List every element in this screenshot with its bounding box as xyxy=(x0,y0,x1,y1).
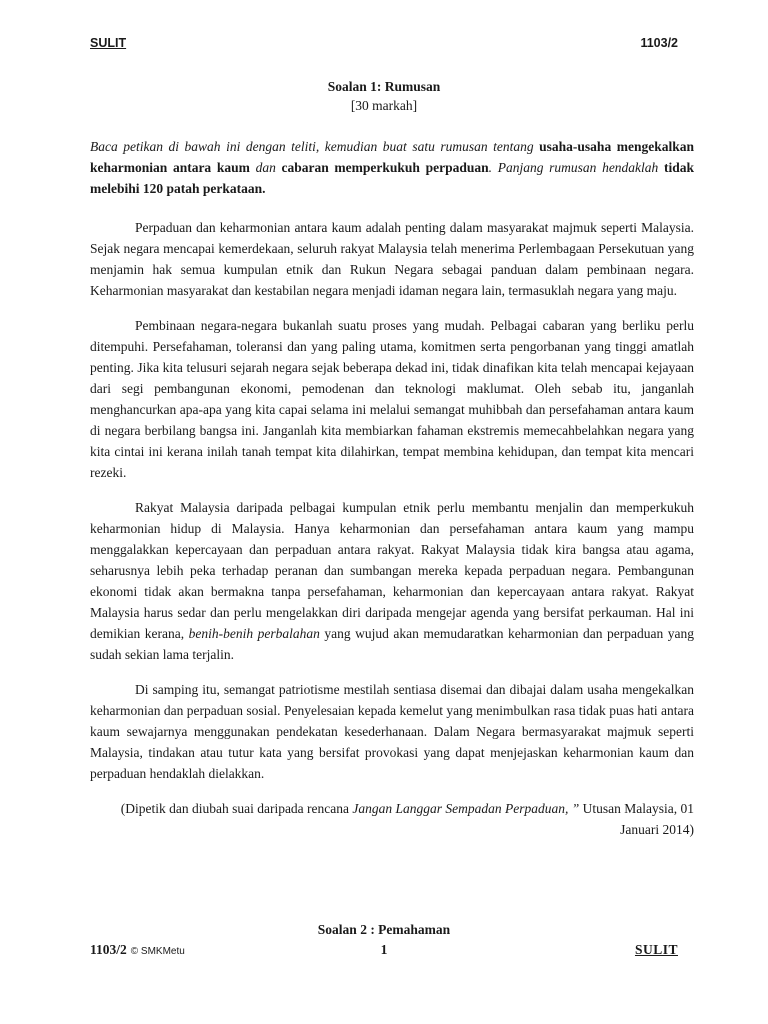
paragraph-3-end: yang wujud akan memudaratkan keharmonian dan perpaduan yang sudah sekian lama terjalin. xyxy=(90,626,694,662)
instructions xyxy=(90,136,694,199)
source-citation xyxy=(90,798,694,840)
paragraph-2: Pembinaan negara-negara bukanlah suatu proses yang mudah. Pelbagai cabaran yang berliku perlu ditempuhi. Persefahaman, toleransi dan yang paling utama, komitmen serta pengorbanan yang tinggi amatlah penting. Jika kita telusuri sejarah negara sejak beberapa dekad ini, tidak dinafikan kita telah mencapai kejayaan dari segi pembangunan ekonomi, pemodenan dan teknologi maklumat. Oleh sebab itu, janganlah menghancurkan apa-apa yang kita capai selama ini melalui semangat muhibbah dan persefahaman antara kaum di negara berbilang bangsa ini. Janganlah kita membiarkan fahaman ekstremis memecahbelahkan negara yang kita cintai ini kerana inilah tanah tempat kita dilahirkan, tempat membina kehidupan, dan tempat kita mencari rezeki. xyxy=(90,318,694,480)
paragraph-4: Di samping itu, semangat patriotisme mestilah sentiasa disemai dan dibajai dalam usaha mengekalkan keharmonian dan perpaduan sosial. Penyelesaian kepada kemelut yang menimbulkan rasa tidak puas hati antara kaum sewajarnya menggunakan pendekatan kesederhanaan. Dalam Negara bermasyarakat majmuk seperti Malaysia, tindakan atau tutur kata yang bersifat provokasi yang dapat menjejaskan keharmonian kaum dan perpaduan hendaklah dielakkan. xyxy=(90,682,694,781)
footer-classification: SULIT xyxy=(634,942,678,957)
instr-text-1: Baca petikan di bawah ini dengan teliti, kemudian buat satu rumusan tentang xyxy=(90,139,540,154)
header-paper-code: 1103/2 xyxy=(640,36,678,50)
document-body xyxy=(90,136,694,854)
header-classification: SULIT xyxy=(90,36,127,50)
paragraph-3-italic: benih-benih perbalahan xyxy=(188,626,320,641)
instr-text-3: . Panjang rumusan hendaklah xyxy=(488,160,664,175)
paragraph-3-text: Rakyat Malaysia daripada pelbagai kumpulan etnik perlu membantu menjalin dan memperkukuh keharmonian hidup di Malaysia. Hanya keharmonian dan persefahaman antara kaum yang mampu menggalakkan kepercayaan dan perpaduan antara rakyat. Rakyat Malaysia tidak kira bangsa atau agama, seharusnya lebih peka terhadap peranan dan sumbangan mereka kepada perpaduan negara. Pembangunan ekonomi tidak akan bermakna tanpa persefahaman, keharmonian dan kepercayaan antara rakyat. Rakyat Malaysia harus sedar dan perlu mengelakkan diri daripada mengejar agenda yang bersifat perkauman. Hal ini demikian kerana, xyxy=(90,500,694,641)
instr-bold-1: usaha-usaha mengekalkan keharmonian antara kaum xyxy=(90,139,694,175)
instr-bold-2: cabaran memperkukuh perpaduan xyxy=(281,160,489,175)
footer-copyright: © SMKMetu xyxy=(130,946,185,957)
instr-text-2: dan xyxy=(249,160,282,175)
next-question-title: Soalan 2 : Pemahaman xyxy=(317,922,451,937)
footer-page-number: 1 xyxy=(380,942,388,957)
paragraph-1: Perpaduan dan keharmonian antara kaum adalah penting dalam masyarakat majmuk seperti Malaysia. Sejak negara mencapai kemerdekaan, seluruh rakyat Malaysia telah menerima Perlembagaan Persekutuan yang menjamin hak semua kumpulan etnik dan Rukun Negara sebagai panduan dalam pembinaan negara. Keharmonian masyarakat dan kestabilan negara menjadi idaman negara lain, termasuklah negara yang maju. xyxy=(90,220,694,298)
source-publication: Utusan Malaysia, 01 Januari 2014) xyxy=(579,801,694,837)
question-marks: [30 markah] xyxy=(350,98,418,113)
source-text: (Dipetik dan diubah suai daripada rencana xyxy=(120,801,353,816)
paragraph-3 xyxy=(90,497,694,665)
question-title: Soalan 1: Rumusan xyxy=(327,79,441,94)
instr-bold-3: tidak melebihi 120 patah perkataan. xyxy=(90,160,694,196)
source-article-title: Jangan Langgar Sempadan Perpaduan, ” xyxy=(352,801,580,816)
footer-paper-code: 1103/2 xyxy=(90,942,127,957)
